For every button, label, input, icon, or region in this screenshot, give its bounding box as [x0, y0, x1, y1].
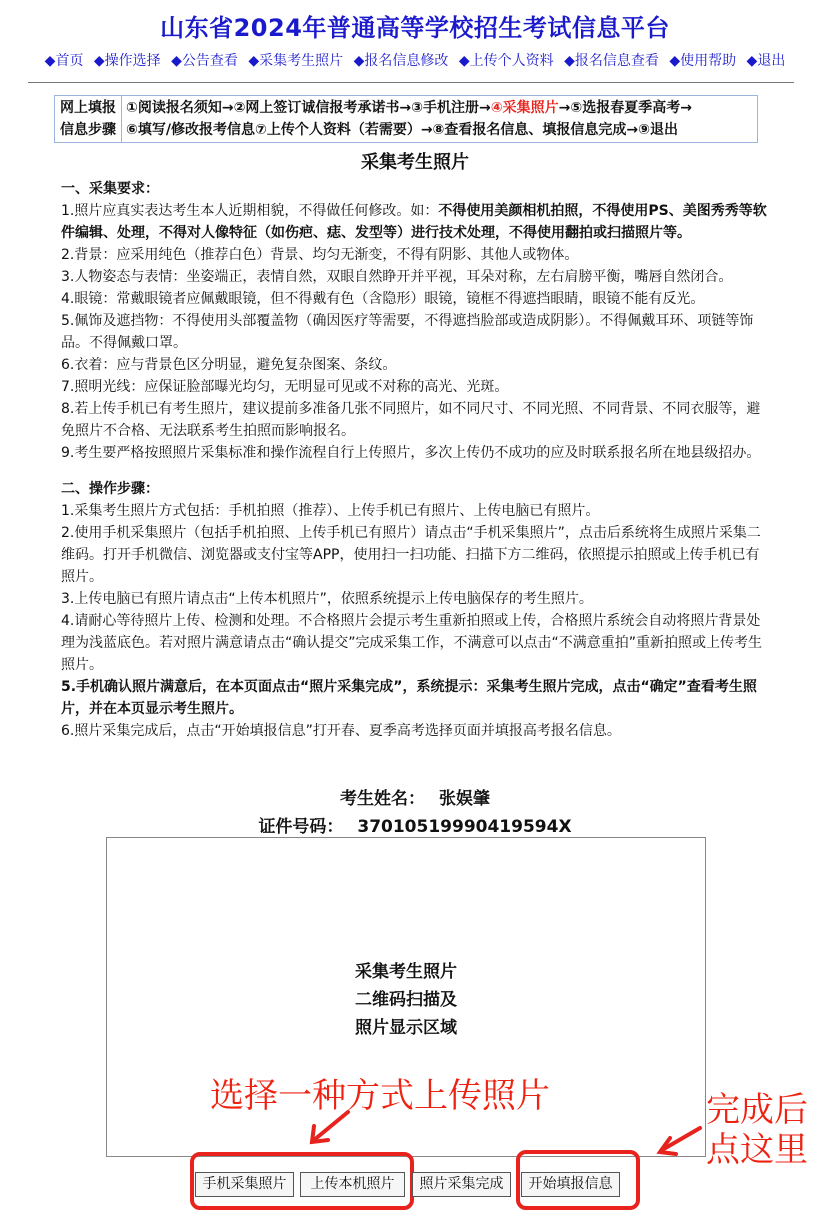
candidate-id: 37010519990419594X	[357, 817, 572, 837]
photo-area-line2: 二维码扫描及	[355, 990, 457, 1010]
candidate-name-label: 考生姓名：	[340, 789, 426, 809]
procedure-6: 6.照片采集完成后，点击“开始填报信息”打开春、夏季高考选择页面并填报高考报名信息。	[61, 723, 621, 739]
nav-view-registration[interactable]: ◆报名信息查看	[564, 53, 659, 69]
nav-home[interactable]: ◆首页	[44, 53, 84, 69]
arrow-to-upload-buttons	[314, 1112, 348, 1140]
nav-upload-documents[interactable]: ◆上传个人资料	[458, 53, 554, 69]
requirement-1-text: 1.照片应真实表达考生本人近期相貌，不得做任何修改。如：	[61, 203, 439, 219]
candidate-name: 张娱肇	[438, 789, 490, 809]
annotation-choose-method: 选择一种方式上传照片	[210, 1076, 550, 1116]
steps-label-line2: 信息步骤	[60, 122, 116, 138]
requirement-8: 8.若上传手机已有考生照片，建议提前多准备几张不同照片，如不同尺寸、不同光照、不同背景、不同衣服等，避免照片不合格、无法联系考生拍照而影响报名。	[61, 401, 761, 439]
requirement-6: 6.衣着：应与背景色区分明显，避免复杂图案、条纹。	[61, 357, 397, 373]
nav-collect-photo[interactable]: ◆采集考生照片	[248, 53, 344, 69]
nav-help[interactable]: ◆使用帮助	[669, 53, 737, 69]
photo-area-line1: 采集考生照片	[355, 962, 457, 982]
steps-line1-post: →⑤选报春夏季高考→	[558, 100, 692, 116]
requirement-2: 2.背景：应采用纯色（推荐白色）背景、均匀无渐变，不得有阴影、其他人或物体。	[61, 247, 579, 263]
requirement-7: 7.照明光线：应保证脸部曝光均匀，无明显可见或不对称的高光、光斑。	[61, 379, 509, 395]
steps-line1-pre: ①阅读报名须知→②网上签订诚信报考承诺书→③手机注册→	[126, 100, 491, 116]
start-filling-button[interactable]: 开始填报信息	[521, 1172, 620, 1197]
procedure-5: 5.手机确认照片满意后，在本页面点击“照片采集完成”，系统提示：采集考生照片完成，点击“确定”查看考生照片，并在本页显示考生照片。	[61, 679, 757, 717]
mobile-capture-button[interactable]: 手机采集照片	[195, 1172, 294, 1197]
photo-capture-complete-button[interactable]: 照片采集完成	[412, 1172, 511, 1197]
requirement-4: 4.眼镜：常戴眼镜者应佩戴眼镜，但不得戴有色（含隐形）眼镜，镜框不得遮挡眼睛，眼镜不能有反光。	[61, 291, 705, 307]
annotation-click-here-line1: 完成后	[706, 1090, 808, 1130]
requirement-3: 3.人物姿态与表情：坐姿端正，表情自然，双眼自然睁开并平视，耳朵对称，左右肩膀平衡，嘴唇自然闭合。	[61, 269, 733, 285]
nav-announcements[interactable]: ◆公告查看	[171, 53, 238, 69]
annotation-click-here-line2: 点这里	[706, 1130, 808, 1170]
upload-local-photo-button[interactable]: 上传本机照片	[300, 1172, 405, 1197]
procedure-4: 4.请耐心等待照片上传、检测和处理。不合格照片会提示考生重新拍照或上传，合格照片系统会自动将照片背景处理为浅蓝底色。若对照片满意请点击“确认提交”完成采集工作，不满意可以点击“不满意重拍”重新拍照或上传考生照片。	[61, 613, 763, 673]
nav-operation-select[interactable]: ◆操作选择	[93, 53, 161, 69]
photo-area-line3: 照片显示区域	[355, 1018, 457, 1038]
steps-line2: ⑥填写/修改报考信息⑦上传个人资料（若需要）→⑧查看报名信息、填报信息完成→⑨退出	[126, 122, 678, 138]
requirements-heading: 一、采集要求：	[61, 181, 159, 197]
nav-edit-registration[interactable]: ◆报名信息修改	[353, 53, 449, 69]
procedure-heading: 二、操作步骤：	[61, 481, 159, 497]
steps-current-step: ④采集照片	[490, 100, 559, 116]
page-title: 采集考生照片	[361, 152, 469, 173]
procedure-2: 2.使用手机采集照片（包括手机拍照、上传手机已有照片）请点击“手机采集照片”，点击后系统将生成照片采集二维码。打开手机微信、浏览器或支付宝等APP，使用扫一扫功能、扫描下方二维码，依照提示拍照或上传手机已有照片。	[61, 525, 761, 585]
procedure-1: 1.采集考生照片方式包括：手机拍照（推荐）、上传手机已有照片、上传电脑已有照片。	[61, 503, 600, 519]
requirement-9: 9.考生要严格按照照片采集标准和操作流程自行上传照片，多次上传仍不成功的应及时联系报名所在地县级招办。	[61, 445, 761, 461]
steps-label-line1: 网上填报	[60, 100, 116, 116]
candidate-id-label: 证件号码：	[258, 817, 344, 837]
procedure-3: 3.上传电脑已有照片请点击“上传本机照片”，依照系统提示上传电脑保存的考生照片。	[61, 591, 593, 607]
page-header-title: 山东省2024年普通高等学校招生考试信息平台	[160, 14, 670, 42]
requirement-5: 5.佩饰及遮挡物：不得使用头部覆盖物（确因医疗等需要，不得遮挡脸部或造成阴影）。不得佩戴耳环、项链等饰品。不得佩戴口罩。	[61, 313, 754, 351]
requirement-1-bold: 不得使用美颜相机拍照，不得使用PS、美图秀秀等软件编辑、处理，不得对人像特征（如伤疤、痣、发型等）进行技术处理，不得使用翻拍或扫描照片等。	[61, 203, 767, 241]
nav-logout[interactable]: ◆退出	[746, 53, 786, 69]
